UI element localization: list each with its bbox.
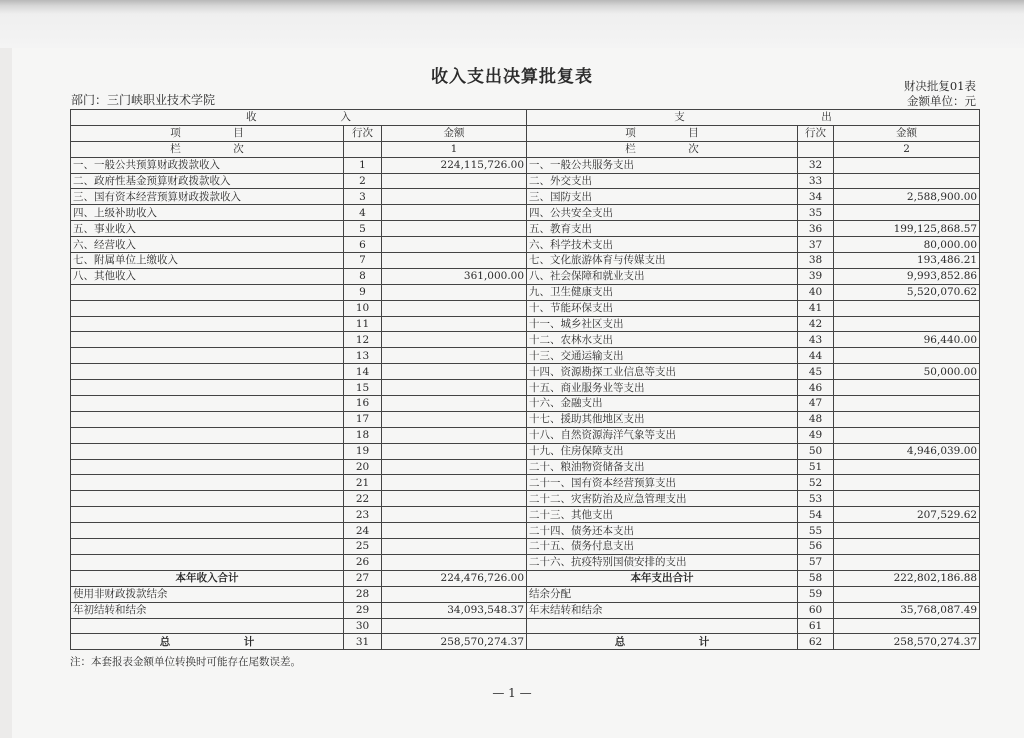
income-row-number: 23 <box>344 507 382 523</box>
expense-row-number: 41 <box>798 300 834 316</box>
expense-item-cell: 七、文化旅游体育与传媒支出 <box>527 253 798 269</box>
income-amount-cell <box>382 205 527 221</box>
income-item-cell: 一、一般公共预算财政拨款收入 <box>71 157 344 173</box>
income-item-cell <box>71 411 344 427</box>
income-row-number: 21 <box>344 475 382 491</box>
expense-item-cell: 十五、商业服务业等支出 <box>527 380 798 396</box>
amount-unit: 金额单位：元 <box>907 94 976 108</box>
income-item-cell: 六、经营收入 <box>71 237 344 253</box>
income-amount-cell: 258,570,274.37 <box>382 634 527 650</box>
scanner-edge <box>0 0 1024 48</box>
income-amount-cell: 224,476,726.00 <box>382 570 527 586</box>
table-row <box>71 411 980 427</box>
expense-row-number: 47 <box>798 396 834 412</box>
expense-item-cell: 二十三、其他支出 <box>527 507 798 523</box>
income-item-cell <box>71 284 344 300</box>
income-item-cell: 总 计 <box>71 634 344 650</box>
table-row <box>71 586 980 602</box>
expense-row-number: 35 <box>798 205 834 221</box>
expense-item-cell: 二十、粮油物资储备支出 <box>527 459 798 475</box>
expense-amount-cell <box>834 539 980 555</box>
expense-rowno-header: 行次 <box>798 125 834 141</box>
form-number: 财决批复01表 <box>903 79 976 93</box>
expense-item-cell: 一、一般公共服务支出 <box>527 157 798 173</box>
expense-item-cell: 十一、城乡社区支出 <box>527 316 798 332</box>
expense-amount-cell: 9,993,852.86 <box>834 268 980 284</box>
income-item-cell <box>71 523 344 539</box>
table-row <box>71 634 980 650</box>
income-row-number: 1 <box>344 157 382 173</box>
expense-row-number: 58 <box>798 570 834 586</box>
table-row <box>71 316 980 332</box>
table-row <box>71 570 980 586</box>
income-row-number: 2 <box>344 173 382 189</box>
expense-amount-cell <box>834 173 980 189</box>
expense-row-number: 55 <box>798 523 834 539</box>
income-row-number: 17 <box>344 411 382 427</box>
expense-row-number: 59 <box>798 586 834 602</box>
income-amount-cell <box>382 618 527 634</box>
table-row <box>71 284 980 300</box>
expense-amount-cell <box>834 475 980 491</box>
expense-amount-header: 金额 <box>834 125 980 141</box>
expense-row-number: 38 <box>798 253 834 269</box>
table-row <box>71 157 980 173</box>
income-item-cell: 四、上级补助收入 <box>71 205 344 221</box>
expense-amount-cell <box>834 523 980 539</box>
income-amount-cell <box>382 237 527 253</box>
expense-item-cell: 总 计 <box>527 634 798 650</box>
expense-row-number: 39 <box>798 268 834 284</box>
income-amount-cell <box>382 443 527 459</box>
budget-table <box>70 109 980 650</box>
expense-item-cell: 十七、援助其他地区支出 <box>527 411 798 427</box>
income-row-number: 9 <box>344 284 382 300</box>
table-row <box>71 443 980 459</box>
income-item-cell <box>71 475 344 491</box>
income-item-cell <box>71 539 344 555</box>
expense-item-cell: 十二、农林水支出 <box>527 332 798 348</box>
report-title: 收入支出决算批复表 <box>431 67 593 87</box>
income-amount-cell <box>382 539 527 555</box>
expense-item-cell: 年末结转和结余 <box>527 602 798 618</box>
income-item-cell <box>71 443 344 459</box>
expense-item-cell: 十九、住房保障支出 <box>527 443 798 459</box>
income-row-number: 29 <box>344 602 382 618</box>
empty-cell <box>344 141 382 157</box>
income-item-cell: 二、政府性基金预算财政拨款收入 <box>71 173 344 189</box>
income-item-cell <box>71 427 344 443</box>
expense-row-number: 62 <box>798 634 834 650</box>
expense-amount-cell: 222,802,186.88 <box>834 570 980 586</box>
expense-item-cell: 六、科学技术支出 <box>527 237 798 253</box>
table-row <box>71 300 980 316</box>
income-amount-cell <box>382 253 527 269</box>
income-column-label: 栏 次 <box>71 141 344 157</box>
table-row <box>71 618 980 634</box>
income-row-number: 25 <box>344 539 382 555</box>
income-row-number: 13 <box>344 348 382 364</box>
income-row-number: 8 <box>344 268 382 284</box>
income-item-cell: 使用非财政拨款结余 <box>71 586 344 602</box>
income-item-cell <box>71 332 344 348</box>
income-item-cell <box>71 491 344 507</box>
expense-item-cell: 二十二、灾害防治及应急管理支出 <box>527 491 798 507</box>
table-row <box>71 173 980 189</box>
income-item-cell <box>71 300 344 316</box>
income-amount-cell <box>382 221 527 237</box>
expense-amount-cell: 35,768,087.49 <box>834 602 980 618</box>
income-row-number: 30 <box>344 618 382 634</box>
expense-item-cell: 二十六、抗疫特别国债安排的支出 <box>527 554 798 570</box>
expense-row-number: 36 <box>798 221 834 237</box>
expense-row-number: 33 <box>798 173 834 189</box>
income-item-header: 项 目 <box>71 125 344 141</box>
expense-amount-cell: 2,588,900.00 <box>834 189 980 205</box>
income-row-number: 31 <box>344 634 382 650</box>
income-row-number: 20 <box>344 459 382 475</box>
expense-amount-cell: 199,125,868.57 <box>834 221 980 237</box>
table-row <box>71 380 980 396</box>
income-amount-cell <box>382 459 527 475</box>
expense-item-cell: 十三、交通运输支出 <box>527 348 798 364</box>
expense-column-number: 2 <box>834 141 980 157</box>
income-row-number: 19 <box>344 443 382 459</box>
income-amount-cell <box>382 300 527 316</box>
income-item-cell <box>71 554 344 570</box>
income-amount-cell <box>382 173 527 189</box>
income-amount-cell <box>382 316 527 332</box>
expense-amount-cell <box>834 348 980 364</box>
table-row <box>71 205 980 221</box>
expense-item-cell: 结余分配 <box>527 586 798 602</box>
income-column-number: 1 <box>382 141 527 157</box>
expense-amount-cell: 5,520,070.62 <box>834 284 980 300</box>
income-rowno-header: 行次 <box>344 125 382 141</box>
expense-row-number: 40 <box>798 284 834 300</box>
income-row-number: 12 <box>344 332 382 348</box>
expense-item-cell: 十六、金融支出 <box>527 396 798 412</box>
expense-item-cell: 二十五、债务付息支出 <box>527 539 798 555</box>
income-amount-cell <box>382 427 527 443</box>
table-row <box>71 554 980 570</box>
expense-row-number: 32 <box>798 157 834 173</box>
table-row <box>71 491 980 507</box>
income-amount-cell <box>382 364 527 380</box>
expense-amount-cell: 207,529.62 <box>834 507 980 523</box>
expense-item-cell: 十八、自然资源海洋气象等支出 <box>527 427 798 443</box>
table-row <box>71 459 980 475</box>
income-item-cell <box>71 618 344 634</box>
expense-row-number: 53 <box>798 491 834 507</box>
income-item-cell <box>71 348 344 364</box>
income-row-number: 4 <box>344 205 382 221</box>
expense-item-cell: 八、社会保障和就业支出 <box>527 268 798 284</box>
expense-row-number: 56 <box>798 539 834 555</box>
expense-amount-cell <box>834 205 980 221</box>
expense-amount-cell <box>834 586 980 602</box>
expense-row-number: 50 <box>798 443 834 459</box>
income-item-cell: 年初结转和结余 <box>71 602 344 618</box>
expense-amount-cell: 193,486.21 <box>834 253 980 269</box>
income-amount-cell <box>382 523 527 539</box>
income-item-cell <box>71 396 344 412</box>
header-row-columns <box>71 125 980 141</box>
table-row <box>71 364 980 380</box>
income-row-number: 14 <box>344 364 382 380</box>
expense-amount-cell <box>834 459 980 475</box>
header-row-column-index <box>71 141 980 157</box>
expense-amount-cell: 258,570,274.37 <box>834 634 980 650</box>
expense-amount-cell <box>834 300 980 316</box>
expense-amount-cell <box>834 157 980 173</box>
expense-item-cell: 九、卫生健康支出 <box>527 284 798 300</box>
income-row-number: 26 <box>344 554 382 570</box>
expense-row-number: 51 <box>798 459 834 475</box>
expense-row-number: 48 <box>798 411 834 427</box>
income-row-number: 11 <box>344 316 382 332</box>
expense-row-number: 54 <box>798 507 834 523</box>
income-item-cell <box>71 507 344 523</box>
income-item-cell: 七、附属单位上缴收入 <box>71 253 344 269</box>
table-row <box>71 475 980 491</box>
department-label: 部门：三门峡职业技术学院 <box>71 93 216 107</box>
income-amount-cell <box>382 284 527 300</box>
expense-row-number: 61 <box>798 618 834 634</box>
income-amount-cell <box>382 491 527 507</box>
income-item-cell <box>71 459 344 475</box>
table-row <box>71 332 980 348</box>
income-item-cell <box>71 364 344 380</box>
table-row <box>71 237 980 253</box>
empty-cell <box>798 141 834 157</box>
income-row-number: 16 <box>344 396 382 412</box>
income-amount-cell: 224,115,726.00 <box>382 157 527 173</box>
expense-amount-cell: 4,946,039.00 <box>834 443 980 459</box>
income-row-number: 28 <box>344 586 382 602</box>
income-amount-cell <box>382 189 527 205</box>
income-row-number: 18 <box>344 427 382 443</box>
expense-item-cell: 二、外交支出 <box>527 173 798 189</box>
expense-row-number: 45 <box>798 364 834 380</box>
income-amount-cell <box>382 475 527 491</box>
expense-item-header: 项 目 <box>527 125 798 141</box>
income-header: 收 入 <box>71 110 527 126</box>
expense-column-label: 栏 次 <box>527 141 798 157</box>
income-item-cell <box>71 380 344 396</box>
expense-row-number: 43 <box>798 332 834 348</box>
page-number: — 1 — <box>492 686 532 700</box>
expense-amount-cell <box>834 380 980 396</box>
expense-item-cell: 二十四、债务还本支出 <box>527 523 798 539</box>
income-row-number: 24 <box>344 523 382 539</box>
table-row <box>71 253 980 269</box>
expense-row-number: 52 <box>798 475 834 491</box>
income-row-number: 22 <box>344 491 382 507</box>
table-row <box>71 539 980 555</box>
footnote: 注：本套报表金额单位转换时可能存在尾数误差。 <box>70 656 301 668</box>
income-amount-cell <box>382 507 527 523</box>
income-amount-cell <box>382 411 527 427</box>
table-row <box>71 523 980 539</box>
expense-row-number: 60 <box>798 602 834 618</box>
income-amount-cell <box>382 396 527 412</box>
table-row <box>71 268 980 284</box>
income-item-cell: 本年收入合计 <box>71 570 344 586</box>
expense-item-cell: 本年支出合计 <box>527 570 798 586</box>
expense-amount-cell: 50,000.00 <box>834 364 980 380</box>
income-row-number: 7 <box>344 253 382 269</box>
income-amount-cell <box>382 586 527 602</box>
income-item-cell: 三、国有资本经营预算财政拨款收入 <box>71 189 344 205</box>
income-amount-cell: 34,093,548.37 <box>382 602 527 618</box>
expense-amount-cell <box>834 554 980 570</box>
income-amount-cell <box>382 332 527 348</box>
expense-item-cell: 四、公共安全支出 <box>527 205 798 221</box>
expense-item-cell: 十四、资源勘探工业信息等支出 <box>527 364 798 380</box>
table-row <box>71 602 980 618</box>
expense-row-number: 42 <box>798 316 834 332</box>
table-row <box>71 427 980 443</box>
income-amount-cell <box>382 348 527 364</box>
expense-row-number: 44 <box>798 348 834 364</box>
income-row-number: 10 <box>344 300 382 316</box>
expense-amount-cell <box>834 316 980 332</box>
income-row-number: 15 <box>344 380 382 396</box>
expense-amount-cell <box>834 427 980 443</box>
expense-row-number: 34 <box>798 189 834 205</box>
expense-row-number: 49 <box>798 427 834 443</box>
income-amount-cell <box>382 380 527 396</box>
income-item-cell: 八、其他收入 <box>71 268 344 284</box>
expense-amount-cell <box>834 491 980 507</box>
table-row <box>71 348 980 364</box>
income-row-number: 6 <box>344 237 382 253</box>
expense-item-cell: 二十一、国有资本经营预算支出 <box>527 475 798 491</box>
expense-item-cell: 五、教育支出 <box>527 221 798 237</box>
expense-amount-cell: 96,440.00 <box>834 332 980 348</box>
expense-item-cell: 十、节能环保支出 <box>527 300 798 316</box>
income-item-cell: 五、事业收入 <box>71 221 344 237</box>
expense-amount-cell <box>834 396 980 412</box>
expense-row-number: 46 <box>798 380 834 396</box>
income-item-cell <box>71 316 344 332</box>
header-row-section <box>71 110 980 126</box>
expense-item-cell <box>527 618 798 634</box>
table-row <box>71 221 980 237</box>
expense-amount-cell <box>834 618 980 634</box>
expense-row-number: 57 <box>798 554 834 570</box>
income-row-number: 3 <box>344 189 382 205</box>
income-amount-cell: 361,000.00 <box>382 268 527 284</box>
income-amount-header: 金额 <box>382 125 527 141</box>
expense-header: 支 出 <box>527 110 980 126</box>
income-amount-cell <box>382 554 527 570</box>
table-row <box>71 189 980 205</box>
income-row-number: 27 <box>344 570 382 586</box>
income-row-number: 5 <box>344 221 382 237</box>
expense-row-number: 37 <box>798 237 834 253</box>
expense-amount-cell: 80,000.00 <box>834 237 980 253</box>
expense-item-cell: 三、国防支出 <box>527 189 798 205</box>
expense-amount-cell <box>834 411 980 427</box>
table-row <box>71 507 980 523</box>
table-row <box>71 396 980 412</box>
